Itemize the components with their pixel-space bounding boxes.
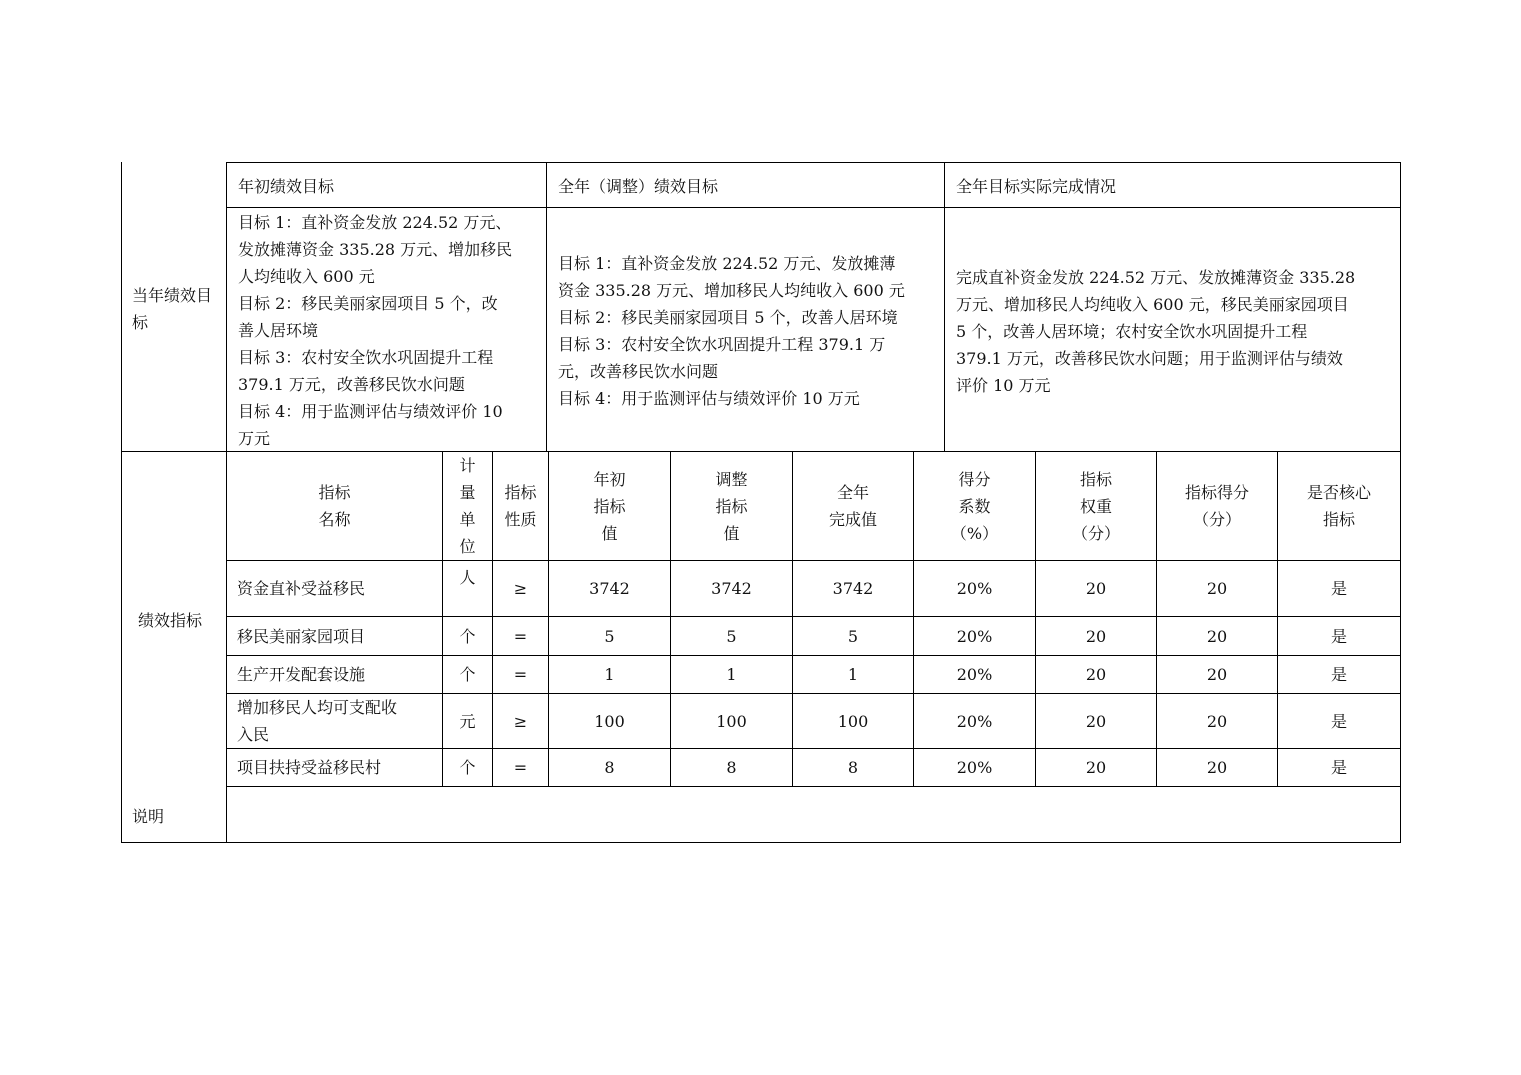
indicator-nature: = <box>513 665 528 684</box>
rule <box>546 162 547 451</box>
col-header-nature: 指标 性质 <box>504 483 537 529</box>
indicator-weight: 20 <box>1085 758 1107 777</box>
indicator-nature: ≥ <box>513 711 528 731</box>
rule <box>227 786 1401 787</box>
indicator-initial: 100 <box>594 711 625 731</box>
rule <box>944 162 945 451</box>
indicator-score: 20 <box>1206 758 1228 777</box>
indicator-coef: 20% <box>956 626 993 646</box>
col-header-name: 指标 名称 <box>318 483 351 529</box>
indicator-score: 20 <box>1206 579 1228 598</box>
indicator-initial: 1 <box>604 665 615 684</box>
col-header-adjusted-value: 调整 指标 值 <box>715 469 748 543</box>
rule <box>121 842 1401 843</box>
col-header-unit: 计 量 单 位 <box>459 456 476 556</box>
indicator-name: 项目扶持受益移民村 <box>237 758 382 777</box>
col-header-score: 指标得分 （分） <box>1184 483 1249 529</box>
indicator-unit: 个 <box>459 665 476 684</box>
indicator-name: 增加移民人均可支配收 入民 <box>237 698 398 744</box>
indicator-weight: 20 <box>1085 711 1107 731</box>
indicator-unit: 元 <box>459 711 476 731</box>
indicator-name: 生产开发配套设施 <box>237 665 366 684</box>
indicator-name: 资金直补受益移民 <box>237 579 366 598</box>
indicator-coef: 20% <box>956 758 993 777</box>
col-header-completed-value: 全年 完成值 <box>828 483 877 529</box>
indicator-nature: = <box>513 758 528 777</box>
indicator-adjusted: 5 <box>726 626 737 646</box>
indicator-adjusted: 8 <box>726 758 737 777</box>
indicator-initial: 5 <box>604 626 615 646</box>
indicator-weight: 20 <box>1085 626 1107 646</box>
indicator-initial: 8 <box>604 758 615 777</box>
indicator-adjusted: 1 <box>726 665 737 684</box>
indicators-row-label: 绩效指标 <box>138 611 203 630</box>
rule <box>227 162 1401 163</box>
indicator-adjusted: 100 <box>716 711 747 731</box>
indicator-unit: 人 <box>459 567 476 587</box>
indicator-completed: 3742 <box>832 579 874 598</box>
indicator-coef: 20% <box>956 579 993 598</box>
indicator-core: 是 <box>1330 758 1347 777</box>
initial-goal-text: 目标 1：直补资金发放 224.52 万元、 发放摊薄资金 335.28 万元、增加移民 人均纯收入 600 元 目标 2：移民美丽家园项目 5 个，改 善人居环境 目标 3：农村安全饮水巩固提升工程 379.1 万元，改善移民饮水问题 目标 4：用于监测评估与绩效评价 10 万元 <box>238 213 513 448</box>
col-header-initial-value: 年初 指标 值 <box>593 469 626 543</box>
col-header-weight: 指标 权重 （分） <box>1071 469 1120 543</box>
indicator-name: 移民美丽家园项目 <box>237 626 366 646</box>
indicator-initial: 3742 <box>589 579 630 598</box>
rule <box>121 162 122 843</box>
indicator-completed: 100 <box>837 711 869 731</box>
indicator-core: 是 <box>1330 626 1347 646</box>
header-initial-goal: 年初绩效目标 <box>238 177 335 196</box>
header-adjusted-goal: 全年（调整）绩效目标 <box>558 177 719 196</box>
indicator-adjusted: 3742 <box>711 579 752 598</box>
adjusted-goal-text: 目标 1：直补资金发放 224.52 万元、发放摊薄 资金 335.28 万元、增加移民人均纯收入 600 元 目标 2：移民美丽家园项目 5 个，改善人居环境 目标 3：农村安全饮水巩固提升工程 379.1 万 元，改善移民饮水问题 目标 4：用于监测评估与绩效评价 10 万元 <box>558 254 905 408</box>
indicator-nature: = <box>513 626 528 646</box>
col-header-score-coef: 得分 系数 （%） <box>950 469 999 543</box>
goals-row-label: 当年绩效目标 <box>132 286 213 332</box>
indicator-core: 是 <box>1330 711 1347 731</box>
rule <box>227 207 1401 208</box>
indicator-score: 20 <box>1206 711 1228 731</box>
indicator-completed: 5 <box>847 626 859 646</box>
indicator-coef: 20% <box>956 711 993 731</box>
indicator-core: 是 <box>1330 579 1347 598</box>
indicator-nature: ≥ <box>513 579 528 598</box>
indicator-weight: 20 <box>1085 665 1107 684</box>
indicator-score: 20 <box>1206 626 1228 646</box>
indicator-weight: 20 <box>1085 579 1107 598</box>
notes-row-label: 说明 <box>132 807 165 826</box>
actual-completion-text: 完成直补资金发放 224.52 万元、发放摊薄资金 335.28 万元、增加移民人均纯收入 600 元，移民美丽家园项目 5 个，改善人居环境；农村安全饮水巩固提升工程 379.1 万元，改善移民饮水问题；用于监测评估与绩效 评价 10 万元 <box>956 268 1356 395</box>
indicator-coef: 20% <box>956 665 993 684</box>
indicator-unit: 个 <box>459 626 476 646</box>
indicator-unit: 个 <box>459 758 476 777</box>
rule <box>1400 162 1401 843</box>
indicator-completed: 1 <box>847 665 859 684</box>
indicator-score: 20 <box>1206 665 1228 684</box>
header-actual-completion: 全年目标实际完成情况 <box>956 177 1117 196</box>
col-header-core: 是否核心 指标 <box>1306 483 1371 529</box>
indicator-completed: 8 <box>847 758 859 777</box>
indicator-core: 是 <box>1330 665 1347 684</box>
